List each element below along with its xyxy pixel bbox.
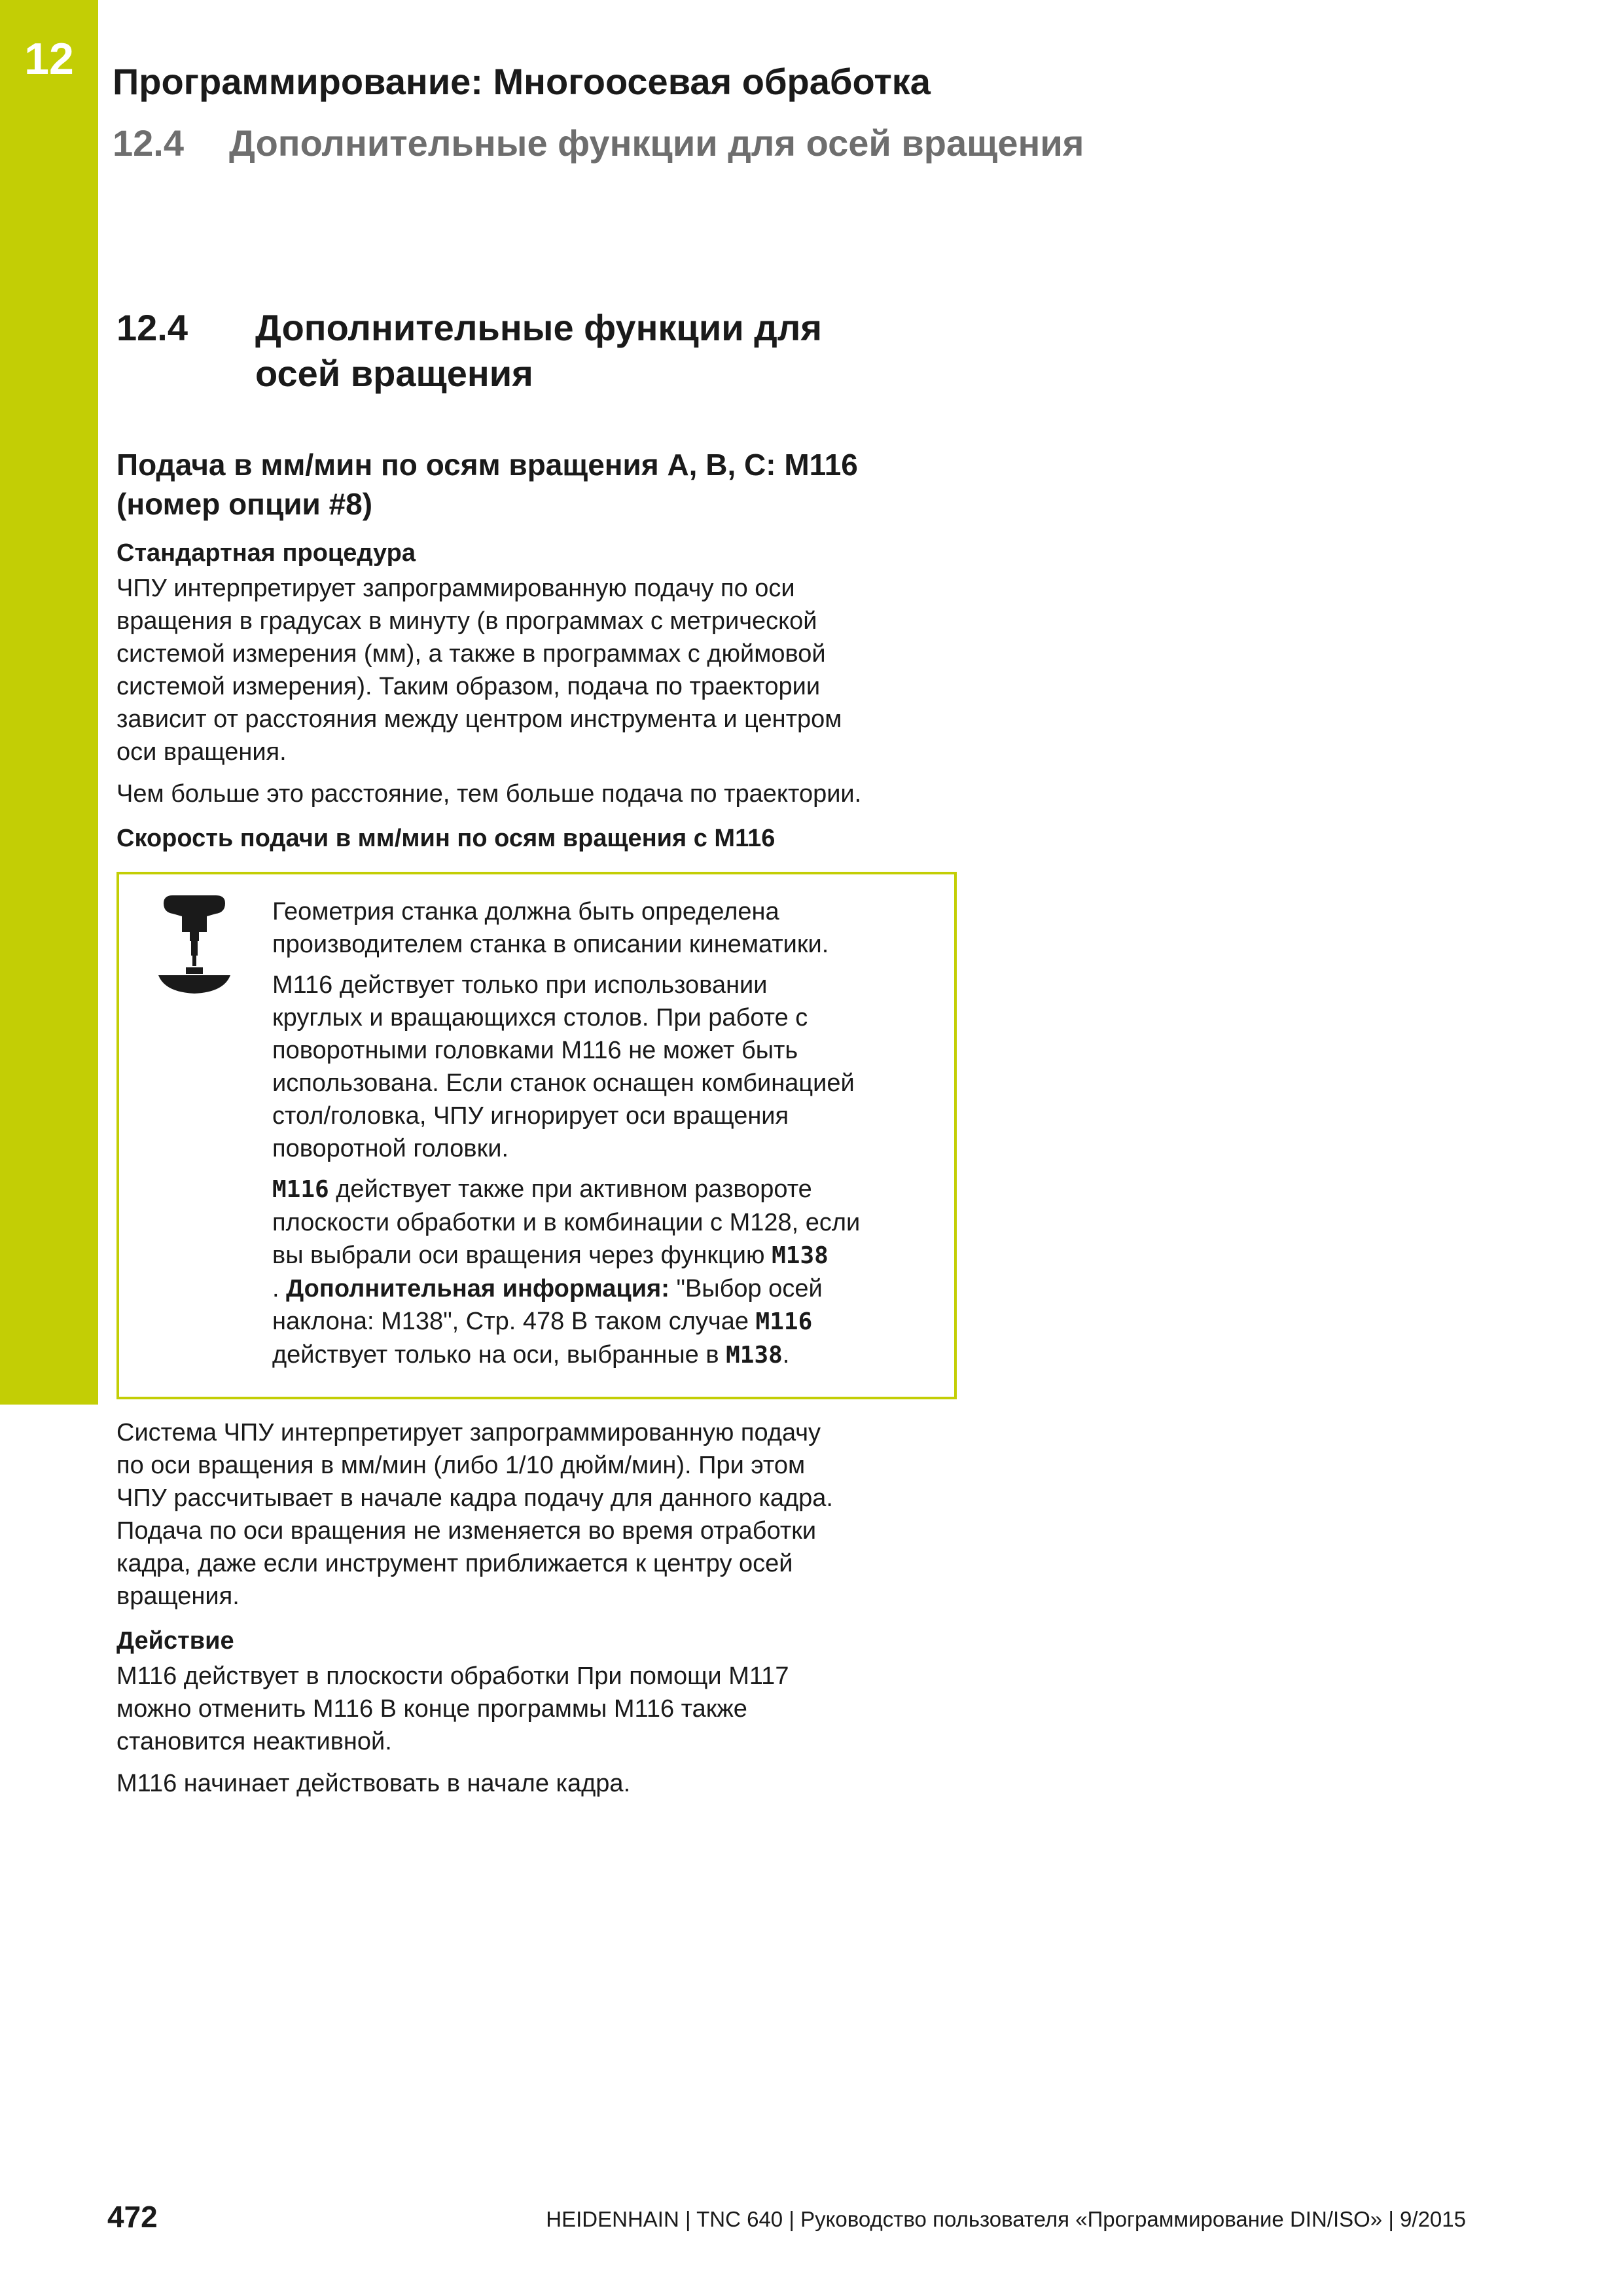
running-header-title: Программирование: Многоосевая обработка (113, 61, 931, 102)
section-title: Дополнительные функции для осей вращения (255, 307, 823, 394)
action-paragraph-2: M116 начинает действовать в начале кадра. (116, 1770, 631, 1797)
note-box (116, 872, 957, 1399)
machine-spindle-icon (158, 894, 230, 999)
action-paragraph-1: M116 действует в плоскости обработки При помощи M117 можно отменить M116 В конце программы M116 также становится неактивной. (116, 1662, 789, 1755)
standard-paragraph-1: ЧПУ интерпретирует запрограммированную подачу по оси вращения в градусах в минуту (в программах с метрической системой измерения (мм), а также в программах с дюймовой системой измерения). Таким образом, подача по траектории зависит от расстояния между центром инструмента и центром оси вращения. (116, 575, 842, 766)
footer-text: HEIDENHAIN | TNC 640 | Руководство пользователя «Программирование DIN/ISO» | 9/2015 (546, 2207, 1466, 2231)
running-header-section (113, 122, 1084, 164)
running-header-section-title: Дополнительные функции для осей вращения (229, 122, 1084, 164)
note-text: . (272, 1275, 279, 1302)
more-info-label: Дополнительная информация: (286, 1275, 669, 1302)
section-heading (116, 305, 954, 397)
section-number: 12.4 (116, 307, 188, 348)
cross-reference-link[interactable]: "Выбор осей наклона: M138", Стр. 478 В таком случае (272, 1275, 823, 1335)
code-m116: M116 (755, 1308, 813, 1335)
page-number: 472 (107, 2200, 158, 2234)
subsection-heading: Подача в мм/мин по осям вращения A, B, C: M116 (номер опции #8) (116, 448, 858, 521)
note-text: действует только на оси, выбранные в (272, 1341, 719, 1369)
standard-heading: Стандартная процедура (116, 539, 416, 567)
code-m116: M116 (272, 1176, 329, 1203)
action-heading: Действие (116, 1627, 234, 1655)
note-paragraph-3 (272, 1173, 937, 1372)
code-m138: M138 (726, 1342, 783, 1369)
note-text: действует также при активном развороте плоскости обработки и в комбинации с M128, если вы выбрали оси вращения через функцию (272, 1175, 861, 1269)
page-content (116, 305, 954, 1809)
note-text: . (782, 1341, 790, 1369)
feed-heading: Скорость подачи в мм/мин по осям вращения с M116 (116, 825, 776, 852)
code-m138: M138 (772, 1242, 829, 1269)
chapter-side-bar (0, 0, 98, 1405)
after-note-paragraph: Система ЧПУ интерпретирует запрограммированную подачу по оси вращения в мм/мин (либо 1/10 дюйм/мин). При этом ЧПУ рассчитывает в начале кадра подачу для данного кадра. Подача по оси вращения не изменяется во время отработки кадра, даже если инструмент приближается к центру осей вращения. (116, 1419, 833, 1610)
standard-paragraph-2: Чем больше это расстояние, тем больше подача по траектории. (116, 780, 862, 808)
chapter-number: 12 (24, 34, 74, 84)
running-header-section-number: 12.4 (113, 122, 184, 164)
note-paragraph-1: Геометрия станка должна быть определена производителем станка в описании кинематики. (272, 898, 829, 958)
note-paragraph-2: M116 действует только при использовании круглых и вращающихся столов. При работе с поворотными головками M116 не может быть использована. Если станок оснащен комбинацией стол/головка, ЧПУ игнорирует оси вращения поворотной головки. (272, 971, 855, 1162)
